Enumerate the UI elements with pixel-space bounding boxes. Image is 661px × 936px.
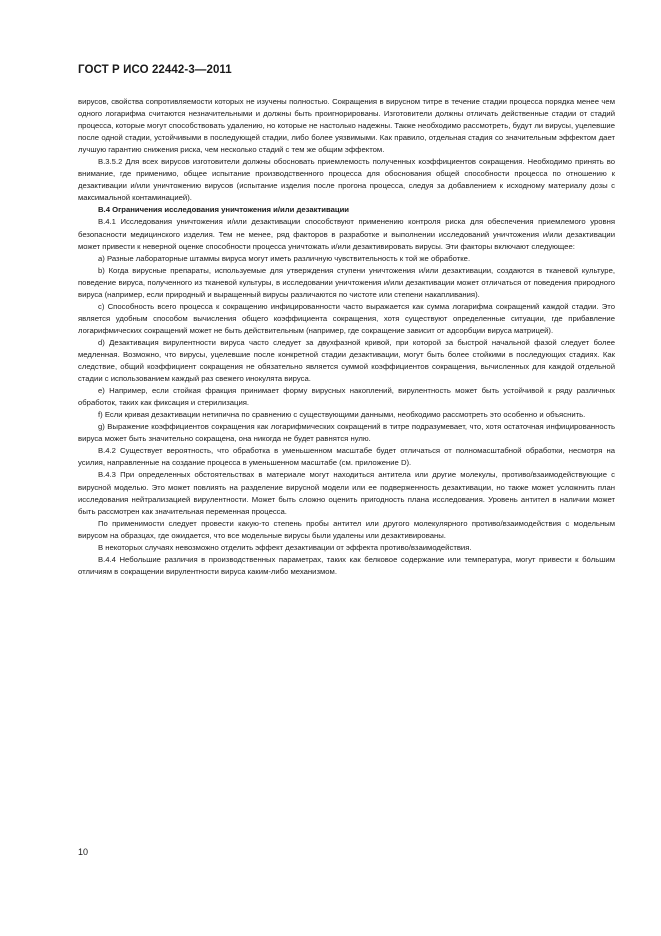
paragraph-b-4-3: В.4.3 При определенных обстоятельствах в материале могут находиться антитела или другие молекулы, противо/взаимодействующие с вирусной моделью. Это может повлиять на разделение вирусной модели или ее подверженность дезактивации, но также может усложнить план исследования нейтрализацией вирулентности. Может быть сложно оценить пригодность плана исследования. Уровень антител в наличии может быть рассмотрен как значительная переменная процесса. [78,470,615,516]
paragraph-continuation: вирусов, свойства сопротивляемости которых не изучены полностью. Сокращения в вирусном титре в течение стадии процесса порядка менее чем одного логарифма считаются незначительными и должны быть проигнорированы. Изготовители должны отличать действенные стадии от стадий процесса, которые могут способствовать удалению, но которые не настолько надежны. Также необходимо рассмотреть, будут ли вирусы, уцелевшие после одной стадии, устойчивыми в последующей стадии, либо более уязвимыми. Как правило, отдельная стадия со значительным эффектом дает лучшую гарантию снижения риска, чем несколько стадий с тем же общим эффектом. [78,97,615,155]
paragraph-b-4-2: В.4.2 Существует вероятность, что обработка в уменьшенном масштабе будет отличаться от полномасштабной обработки, несмотря на усилия, направленные на создание процесса в уменьшенном масштабе (см. приложение D). [78,446,615,468]
section-heading-b-4: В.4 Ограничения исследования уничтожения и/или дезактивации [98,205,350,215]
list-item-e: e) Например, если стойкая фракция принимает форму вирусных накоплений, вирулентность может быть устойчивой к ряду различных обработок, таких как фиксация и стерилизация. [78,386,615,408]
list-item-c: c) Способность всего процесса к сокращению инфицированности часто выражается как сумма логарифма сокращений каждой стадии. Это является удобным способом вычисления общего коэффициента сокращения, хотя существуют определенные ситуации, где прибавление логарифмических сокращений может не быть действительным (например, где сокращение зависит от адсорбции вируса матрицей). [78,301,615,335]
paragraph-b-4-1: В.4.1 Исследования уничтожения и/или дезактивации способствуют применению контроля риска для обеспечения приемлемого уровня безопасности медицинского изделия. Тем не менее, ряд факторов в разработке и выполнении исследований уничтожения и/или дезактивации может привести к неверной оценке способности процесса уничтожать и/или дезактивировать вирусы. Эти факторы включают следующее: [78,217,615,251]
list-item-f: f) Если кривая дезактивации нетипична по сравнению с существующими данными, необходимо рассмотреть это особенно и объяснить. [98,410,586,420]
paragraph-b-3-5-2: В.3.5.2 Для всех вирусов изготовители должны обосновать приемлемость полученных коэффициентов сокращения. Необходимо принять во внимание, где применимо, общее испытание производственного процесса для обоснования общей способности процесса по отношению к дезактивации и/или уничтожению вирусов (испытание изделия после прогона процесса, следуя за добавлением к исходному материалу дозы с максимальной контаминацией). [78,157,615,203]
paragraph-antibody-testing: По применимости следует провести какую-то степень пробы антител или другого молекулярного противо/взаимодействия с модельным вирусом на образцах, где ожидается, что все модельные вирусы были удалены или дезактивированы. [78,518,615,540]
document-header: ГОСТ Р ИСО 22442-3—2011 [78,64,232,76]
document-body [78,96,615,578]
list-item-b: b) Когда вирусные препараты, используемые для утверждения ступени уничтожения и/или дезактивации, создаются в тканевой культуре, поведение вируса, полученного из тканевой культуры, в исследовании уничтожения и/или дезактивации может отличаться от поведения природного вируса (например, если природный и выращенный вирусы различаются по чистоте или степени накапливания). [78,265,615,299]
paragraph-inseparable-effects: В некоторых случаях невозможно отделить эффект дезактивации от эффекта противо/взаимодействия. [98,542,472,552]
list-item-g: g) Выражение коэффициентов сокращения как логарифмических сокращений в титре подразумевает, что, хотя остаточная инфицированность вируса может быть значительно сокращена, она никогда не будет равнятся нулю. [78,422,615,444]
page-number: 10 [78,847,89,857]
list-item-a: a) Разные лабораторные штаммы вируса могут иметь различную чувствительность к той же обработке. [98,253,471,263]
paragraph-b-4-4: В.4.4 Небольшие различия в производственных параметрах, таких как белковое содержание или температура, могут привести к бо́льшим отличиям в сокращении вирулентности вируса каким-либо механизмом. [78,554,615,576]
list-item-d: d) Дезактивация вирулентности вируса часто следует за двухфазной кривой, при которой за быстрой начальной фазой следует более медленная. Возможно, что вирусы, уцелевшие после конкретной стадии дезактивации, могут быть более стойкими в последующих стадиях. Как следствие, общий коэффициент сокращения не обязательно является суммой коэффициентов сокращения, вычисленных для каждой отдельной стадии с использованием каждый раз свежего инокулята вируса. [78,337,615,384]
